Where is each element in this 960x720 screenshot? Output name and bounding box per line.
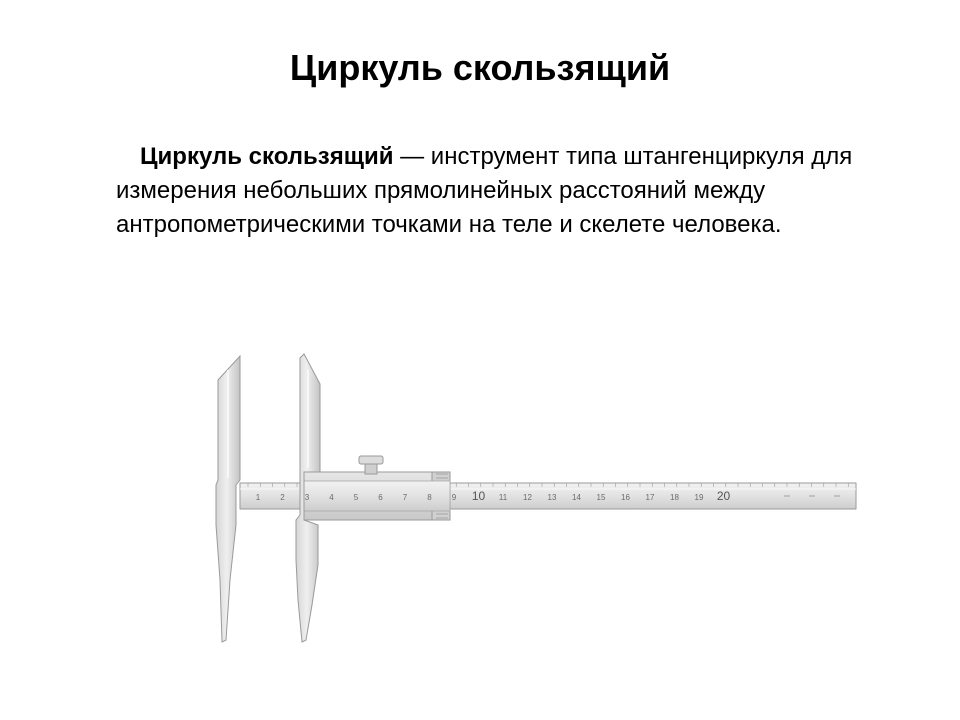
locking-screw xyxy=(359,456,383,474)
scale-label: 5 xyxy=(353,493,359,502)
scale-label: 14 xyxy=(572,493,581,502)
scale-label: 12 xyxy=(523,493,532,502)
scale-label: 17 xyxy=(645,493,655,502)
scale-label: 16 xyxy=(621,493,630,502)
caliper-drawing xyxy=(200,350,870,670)
scale-label: 1 xyxy=(255,493,261,502)
scale-label: 6 xyxy=(378,493,383,502)
definition-term: Циркуль скользящий xyxy=(140,143,394,170)
scale-label: 19 xyxy=(694,493,704,502)
scale-label: 3 xyxy=(304,493,310,502)
scale-label: 15 xyxy=(596,493,606,502)
scale-label: 8 xyxy=(427,493,432,502)
scale-label: 4 xyxy=(329,493,334,502)
scale-label: 2 xyxy=(280,493,285,502)
scale-label: 18 xyxy=(670,493,679,502)
scale-label: 9 xyxy=(451,493,457,502)
scale-label: 20 xyxy=(716,489,731,503)
definition-text: — инструмент типа штангенциркуля для измерения небольших прямолинейных расстояний между антропометрическими точками на теле и скелете человека. xyxy=(116,143,853,238)
definition-paragraph xyxy=(116,140,916,242)
fixed-jaw xyxy=(216,356,240,642)
slide-title: Циркуль скользящий xyxy=(289,47,671,88)
scale-label: 13 xyxy=(547,493,557,502)
sliding-caliper-illustration xyxy=(200,350,870,670)
scale-label: 10 xyxy=(471,489,486,503)
scale-label: 11 xyxy=(498,493,508,502)
scale-label: 7 xyxy=(402,493,408,502)
